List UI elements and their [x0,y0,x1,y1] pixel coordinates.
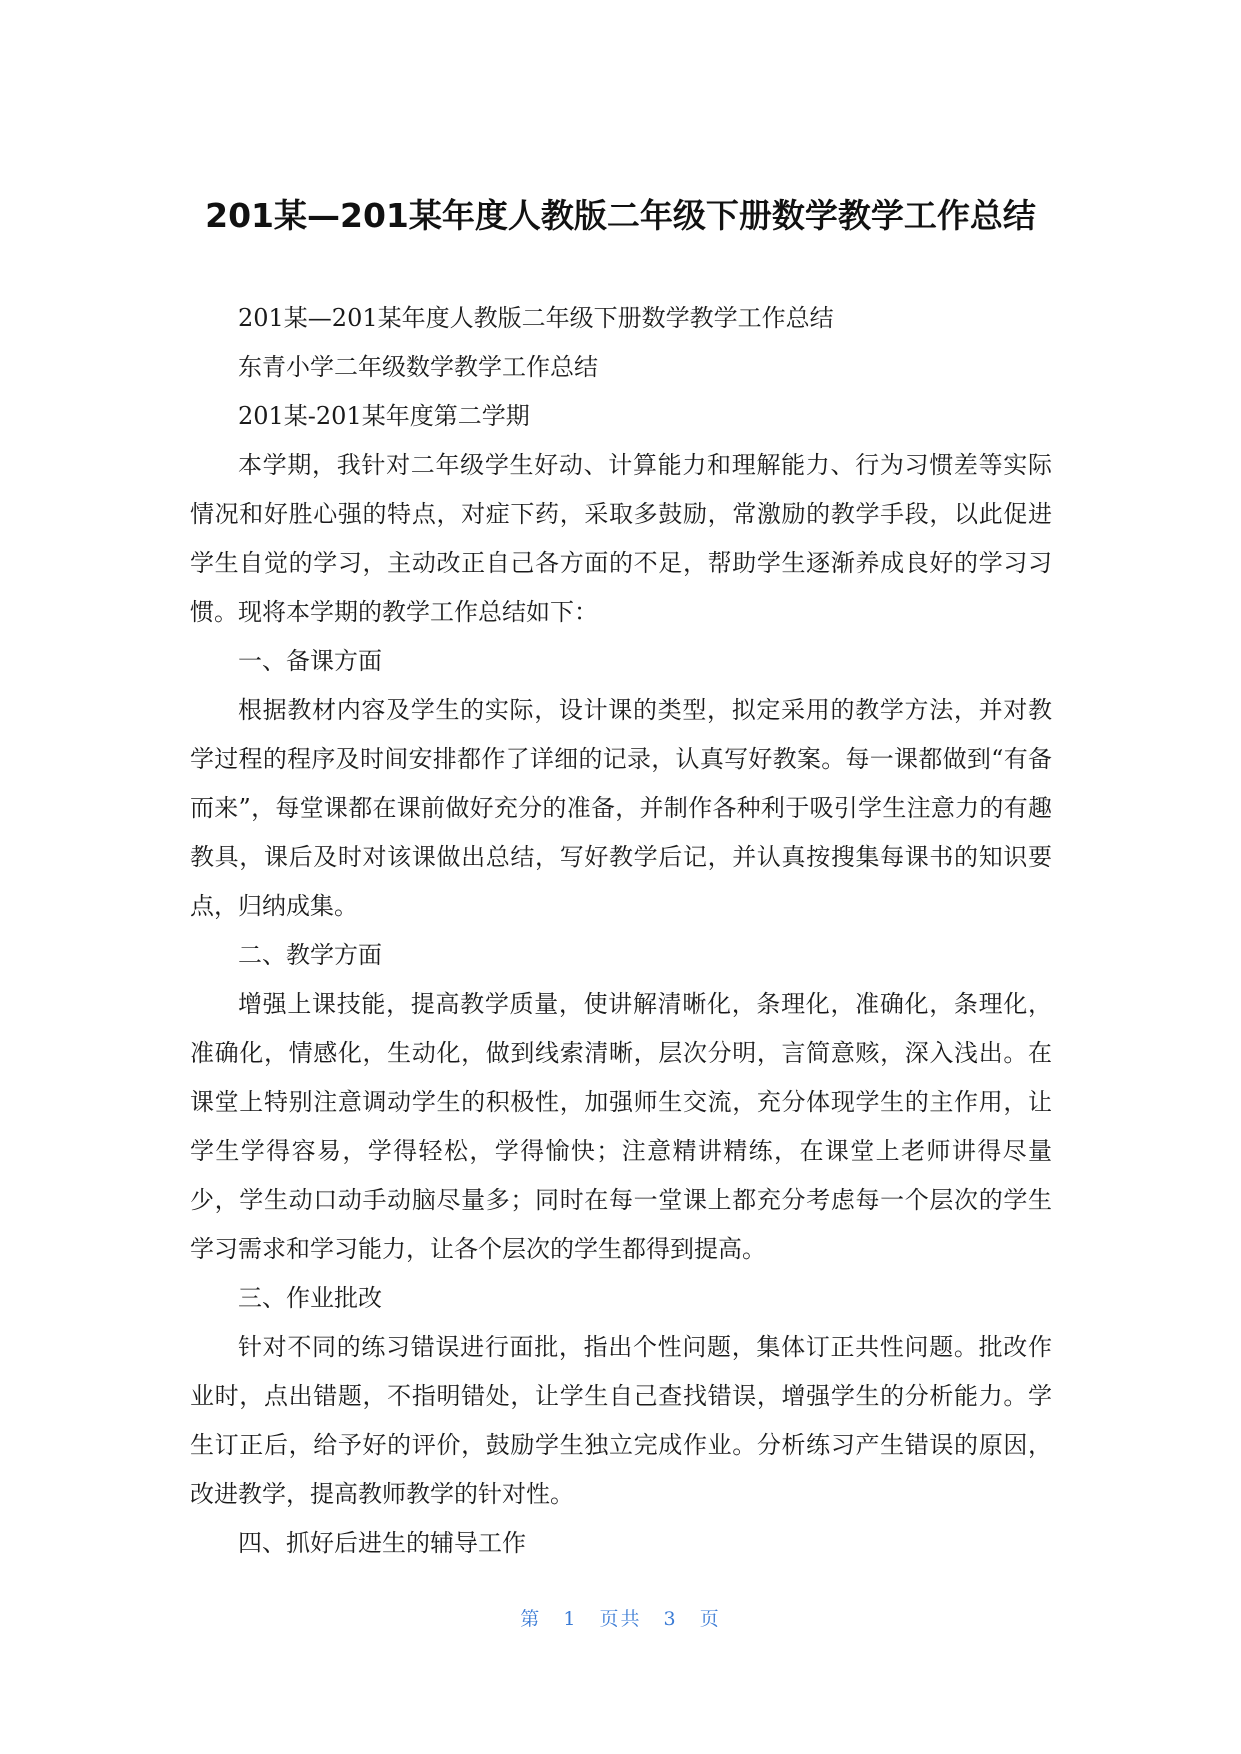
footer-total-pages: 3 [663,1608,678,1630]
paragraph: 增强上课技能，提高教学质量，使讲解清晰化，条理化，准确化，条理化，准确化，情感化，生动化，做到线索清晰，层次分明，言简意赅，深入浅出。在课堂上特别注意调动学生的积极性，加强师生交流，充分体现学生的主作用，让学生学得容易，学得轻松，学得愉快；注意精讲精练，在课堂上老师讲得尽量少，学生动口动手动脑尽量多；同时在每一堂课上都充分考虑每一个层次的学生学习需求和学习能力，让各个层次的学生都得到提高。 [190,990,1052,1263]
footer-label-end: 页 [699,1608,721,1630]
footer-label-page: 第 [520,1608,542,1630]
page-footer [0,1604,1241,1631]
document-body [190,294,1052,1568]
paragraph: 针对不同的练习错误进行面批，指出个性问题，集体订正共性问题。批改作业时，点出错题，不指明错处，让学生自己查找错误，增强学生的分析能力。学生订正后，给予好的评价，鼓励学生独立完成作业。分析练习产生错误的原因，改进教学，提高教师教学的针对性。 [190,1333,1052,1508]
footer-label-of: 页共 [599,1608,642,1630]
document-title: 201某—201某年度人教版二年级下册数学教学工作总结 [205,196,1036,235]
paragraph: 本学期，我针对二年级学生好动、计算能力和理解能力、行为习惯差等实际情况和好胜心强的特点，对症下药，采取多鼓励，常激励的教学手段，以此促进学生自觉的学习，主动改正自己各方面的不足，帮助学生逐渐养成良好的学习习惯。现将本学期的教学工作总结如下： [190,451,1052,626]
paragraph: 201某-201某年度第二学期 [238,402,530,430]
section-heading: 三、作业批改 [238,1284,382,1312]
section-heading: 四、抓好后进生的辅导工作 [238,1529,526,1557]
paragraph: 201某—201某年度人教版二年级下册数学教学工作总结 [238,304,834,332]
footer-current-page: 1 [563,1608,578,1630]
paragraph: 根据教材内容及学生的实际，设计课的类型，拟定采用的教学方法，并对教学过程的程序及时间安排都作了详细的记录，认真写好教案。每一课都做到“有备而来”，每堂课都在课前做好充分的准备，并制作各种利于吸引学生注意力的有趣教具，课后及时对该课做出总结，写好教学后记，并认真按搜集每课书的知识要点，归纳成集。 [190,696,1052,920]
section-heading: 二、教学方面 [238,941,382,969]
section-heading: 一、备课方面 [238,647,382,675]
paragraph: 东青小学二年级数学教学工作总结 [238,353,598,381]
